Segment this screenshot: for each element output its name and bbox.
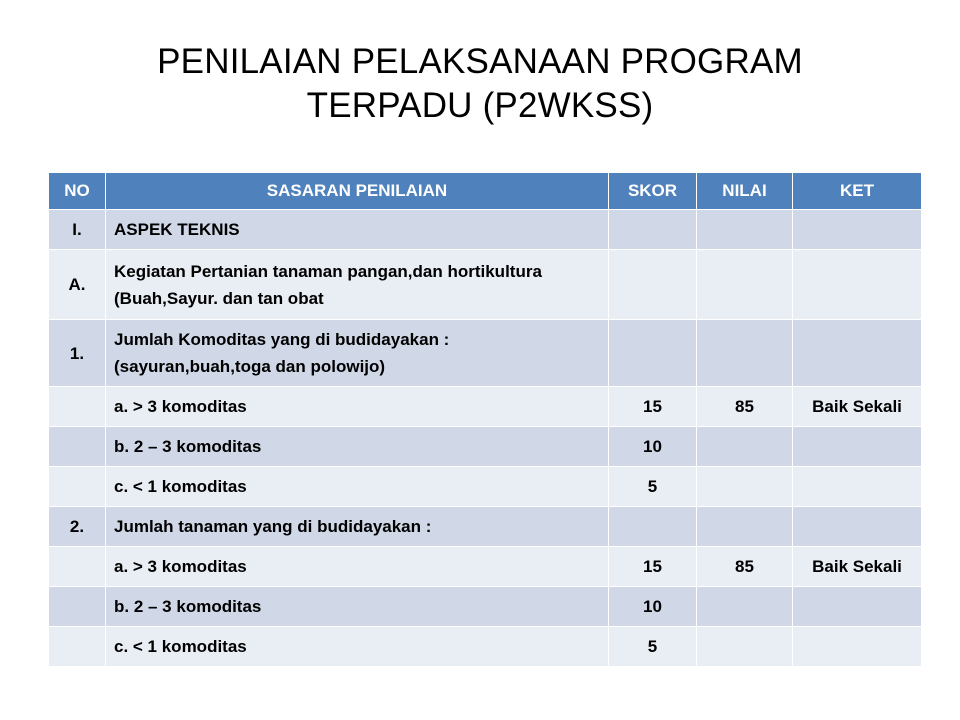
cell-skor: 15 xyxy=(609,387,697,427)
slide-title-line-1: PENILAIAN PELAKSANAAN PROGRAM xyxy=(157,42,803,81)
cell-sasaran: c. < 1 komoditas xyxy=(106,467,609,507)
cell-ket xyxy=(793,467,922,507)
cell-skor xyxy=(609,250,697,320)
cell-no: I. xyxy=(49,210,106,250)
cell-nilai: 85 xyxy=(697,547,793,587)
cell-no xyxy=(49,547,106,587)
cell-sasaran: ASPEK TEKNIS xyxy=(106,210,609,250)
cell-skor: 10 xyxy=(609,427,697,467)
cell-ket xyxy=(793,507,922,547)
assessment-table xyxy=(48,172,922,667)
cell-skor xyxy=(609,210,697,250)
slide-title-line-2: TERPADU (P2WKSS) xyxy=(306,86,654,125)
cell-nilai: 85 xyxy=(697,387,793,427)
cell-skor: 10 xyxy=(609,587,697,627)
cell-no: 1. xyxy=(49,320,106,387)
cell-skor: 15 xyxy=(609,547,697,587)
cell-nilai xyxy=(697,427,793,467)
header-ket: KET xyxy=(793,173,922,210)
header-nilai: NILAI xyxy=(697,173,793,210)
table-header-row xyxy=(49,173,922,210)
cell-ket: Baik Sekali xyxy=(793,387,922,427)
header-sasaran-penilaian: SASARAN PENILAIAN xyxy=(106,173,609,210)
table-row xyxy=(49,587,922,627)
cell-no: A. xyxy=(49,250,106,320)
cell-nilai xyxy=(697,320,793,387)
cell-nilai xyxy=(697,467,793,507)
cell-sasaran: b. 2 – 3 komoditas xyxy=(106,427,609,467)
header-no: NO xyxy=(49,173,106,210)
cell-sasaran: a. > 3 komoditas xyxy=(106,547,609,587)
cell-sasaran: a. > 3 komoditas xyxy=(106,387,609,427)
cell-nilai xyxy=(697,587,793,627)
cell-ket xyxy=(793,427,922,467)
table-row xyxy=(49,427,922,467)
cell-no xyxy=(49,467,106,507)
cell-no xyxy=(49,427,106,467)
cell-ket xyxy=(793,627,922,667)
cell-nilai xyxy=(697,210,793,250)
slide-title xyxy=(0,40,960,128)
cell-nilai xyxy=(697,627,793,667)
cell-sasaran: b. 2 – 3 komoditas xyxy=(106,587,609,627)
header-skor: SKOR xyxy=(609,173,697,210)
cell-sasaran: Kegiatan Pertanian tanaman pangan,dan hortikultura (Buah,Sayur. dan tan obat xyxy=(106,250,609,320)
cell-no: 2. xyxy=(49,507,106,547)
cell-sasaran: c. < 1 komoditas xyxy=(106,627,609,667)
cell-nilai xyxy=(697,507,793,547)
cell-ket xyxy=(793,320,922,387)
cell-no xyxy=(49,587,106,627)
table-row xyxy=(49,507,922,547)
cell-no xyxy=(49,387,106,427)
table-row xyxy=(49,467,922,507)
cell-sasaran: Jumlah tanaman yang di budidayakan : xyxy=(106,507,609,547)
table-row xyxy=(49,250,922,320)
cell-skor xyxy=(609,320,697,387)
cell-nilai xyxy=(697,250,793,320)
table-row xyxy=(49,627,922,667)
cell-skor: 5 xyxy=(609,467,697,507)
table-row xyxy=(49,547,922,587)
cell-ket xyxy=(793,210,922,250)
cell-no xyxy=(49,627,106,667)
cell-skor: 5 xyxy=(609,627,697,667)
table-row xyxy=(49,320,922,387)
cell-sasaran: Jumlah Komoditas yang di budidayakan : (sayuran,buah,toga dan polowijo) xyxy=(106,320,609,387)
cell-ket xyxy=(793,250,922,320)
cell-skor xyxy=(609,507,697,547)
table-row xyxy=(49,210,922,250)
cell-ket: Baik Sekali xyxy=(793,547,922,587)
cell-ket xyxy=(793,587,922,627)
table-row xyxy=(49,387,922,427)
